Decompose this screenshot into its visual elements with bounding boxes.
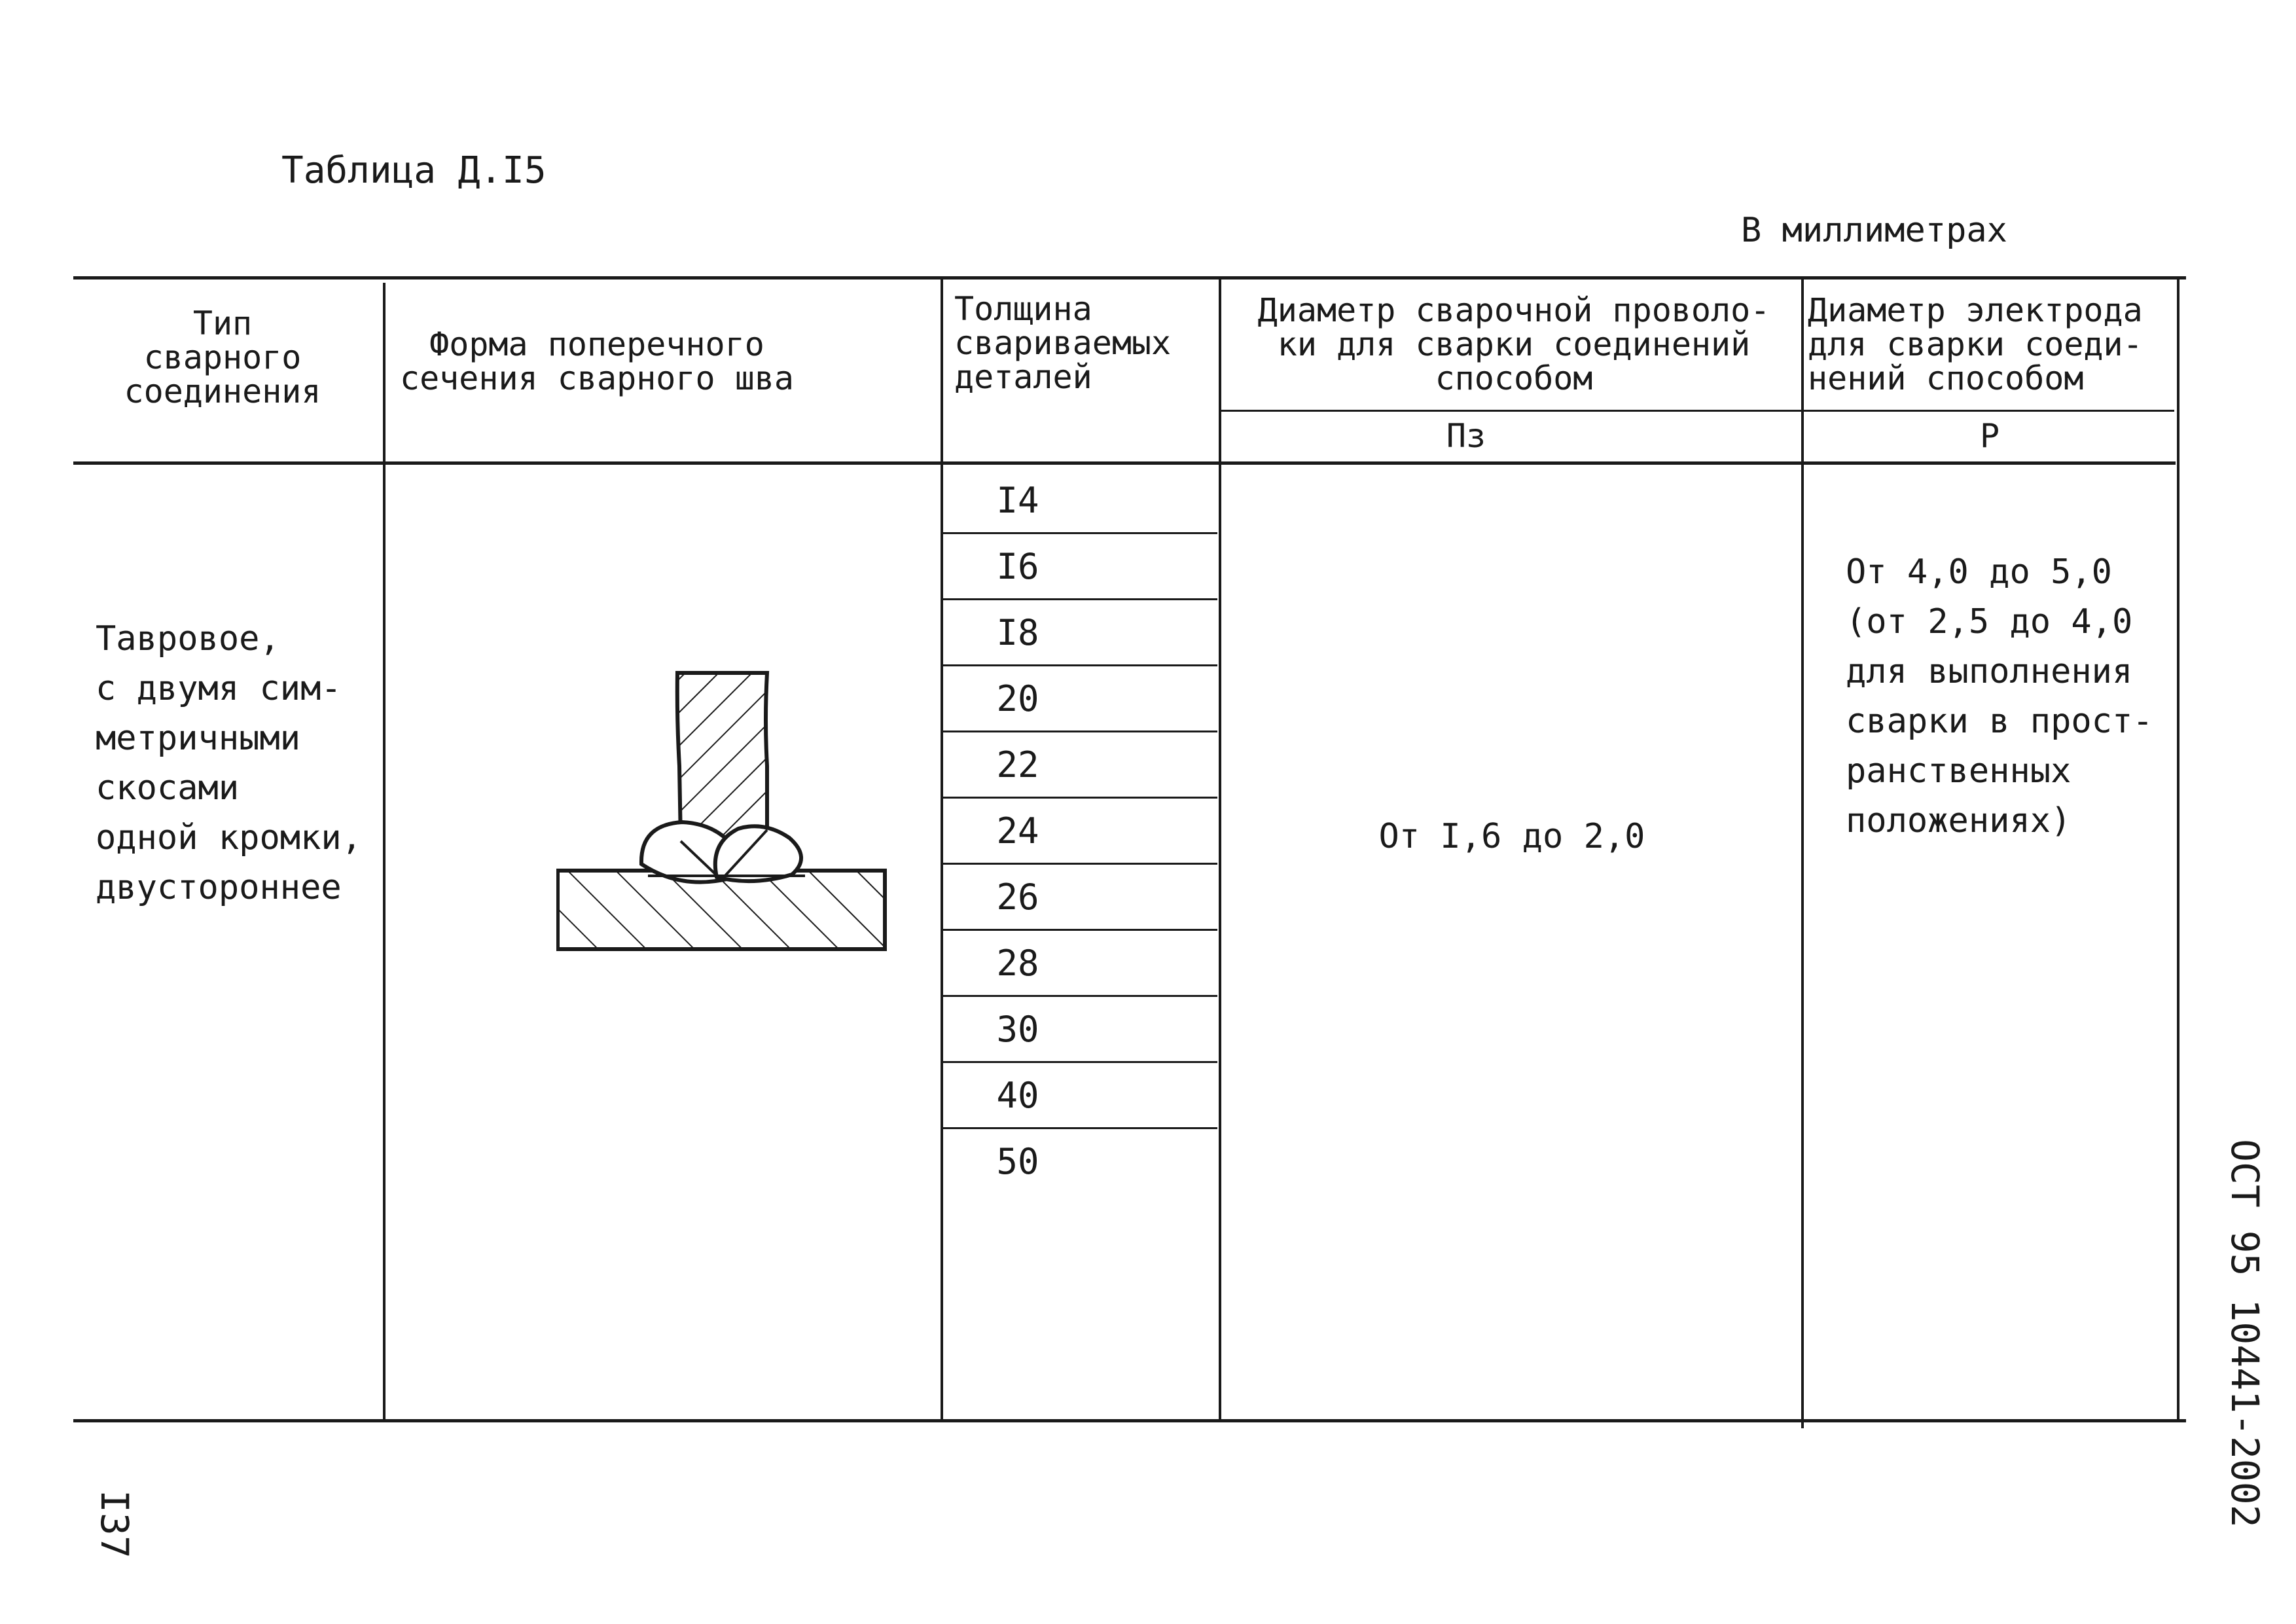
- thickness-value: 24: [996, 810, 1039, 852]
- thickness-separator: [942, 995, 1217, 997]
- header-electrode-method: Р: [1979, 417, 2000, 455]
- col-divider-3: [1219, 279, 1221, 1419]
- table-caption: Таблица Д.I5: [281, 149, 547, 192]
- thickness-separator: [942, 1061, 1217, 1063]
- weld-cross-section-drawing: [556, 668, 897, 956]
- thickness-separator: [942, 532, 1217, 534]
- thickness-value: I8: [996, 612, 1039, 653]
- table-right-border: [2177, 276, 2179, 1420]
- thickness-value: 28: [996, 943, 1039, 984]
- thickness-value: 40: [996, 1075, 1039, 1116]
- thickness-value: 50: [996, 1141, 1039, 1182]
- table-top-border: [73, 276, 2186, 280]
- header-wire-method: Пз: [1446, 417, 1486, 455]
- wire-diameter-cell: От I,6 до 2,0: [1378, 817, 1645, 856]
- header-electrode-diameter: Диаметр электрода для сварки соеди- нений способом: [1808, 291, 2143, 397]
- col-divider-1: [383, 283, 386, 1422]
- thickness-value: 22: [996, 744, 1039, 785]
- thickness-separator: [942, 731, 1217, 732]
- electrode-diameter-cell: От 4,0 до 5,0 (от 2,5 до 4,0 для выполнения сварки в прост- ранственных положениях): [1846, 552, 2153, 840]
- col-divider-2: [941, 276, 943, 1419]
- thickness-separator: [942, 797, 1217, 799]
- thickness-value: I6: [996, 546, 1039, 587]
- header-cross-section: Форма поперечного сечения сварного шва: [399, 325, 795, 397]
- thickness-separator: [942, 863, 1217, 865]
- thickness-value: 20: [996, 678, 1039, 719]
- thickness-separator: [942, 664, 1217, 666]
- thickness-value: 30: [996, 1009, 1039, 1050]
- header-thickness: Толщина свариваемых деталей: [954, 290, 1172, 396]
- thickness-separator: [942, 1127, 1217, 1129]
- col-divider-4: [1801, 279, 1804, 1428]
- subheader-divider: [1219, 410, 2174, 412]
- thickness-value: I4: [996, 480, 1039, 521]
- joint-type-cell: Тавровое, с двумя сим- метричными скосами одной кромки, двустороннее: [96, 619, 362, 907]
- standard-code: ОСТ 95 10441-2002: [2223, 1139, 2267, 1528]
- header-joint-type: Тип сварного соединения: [124, 304, 321, 410]
- thickness-separator: [942, 598, 1217, 600]
- thickness-separator: [942, 929, 1217, 931]
- header-bottom-border: [73, 461, 2176, 465]
- page-number: I37: [92, 1490, 137, 1559]
- thickness-value: 26: [996, 876, 1039, 918]
- units-note: В миллиметрах: [1741, 211, 2007, 250]
- table-bottom-border: [73, 1419, 2186, 1422]
- header-wire-diameter: Диаметр сварочной проволо- ки для сварки соединений способом: [1257, 291, 1770, 397]
